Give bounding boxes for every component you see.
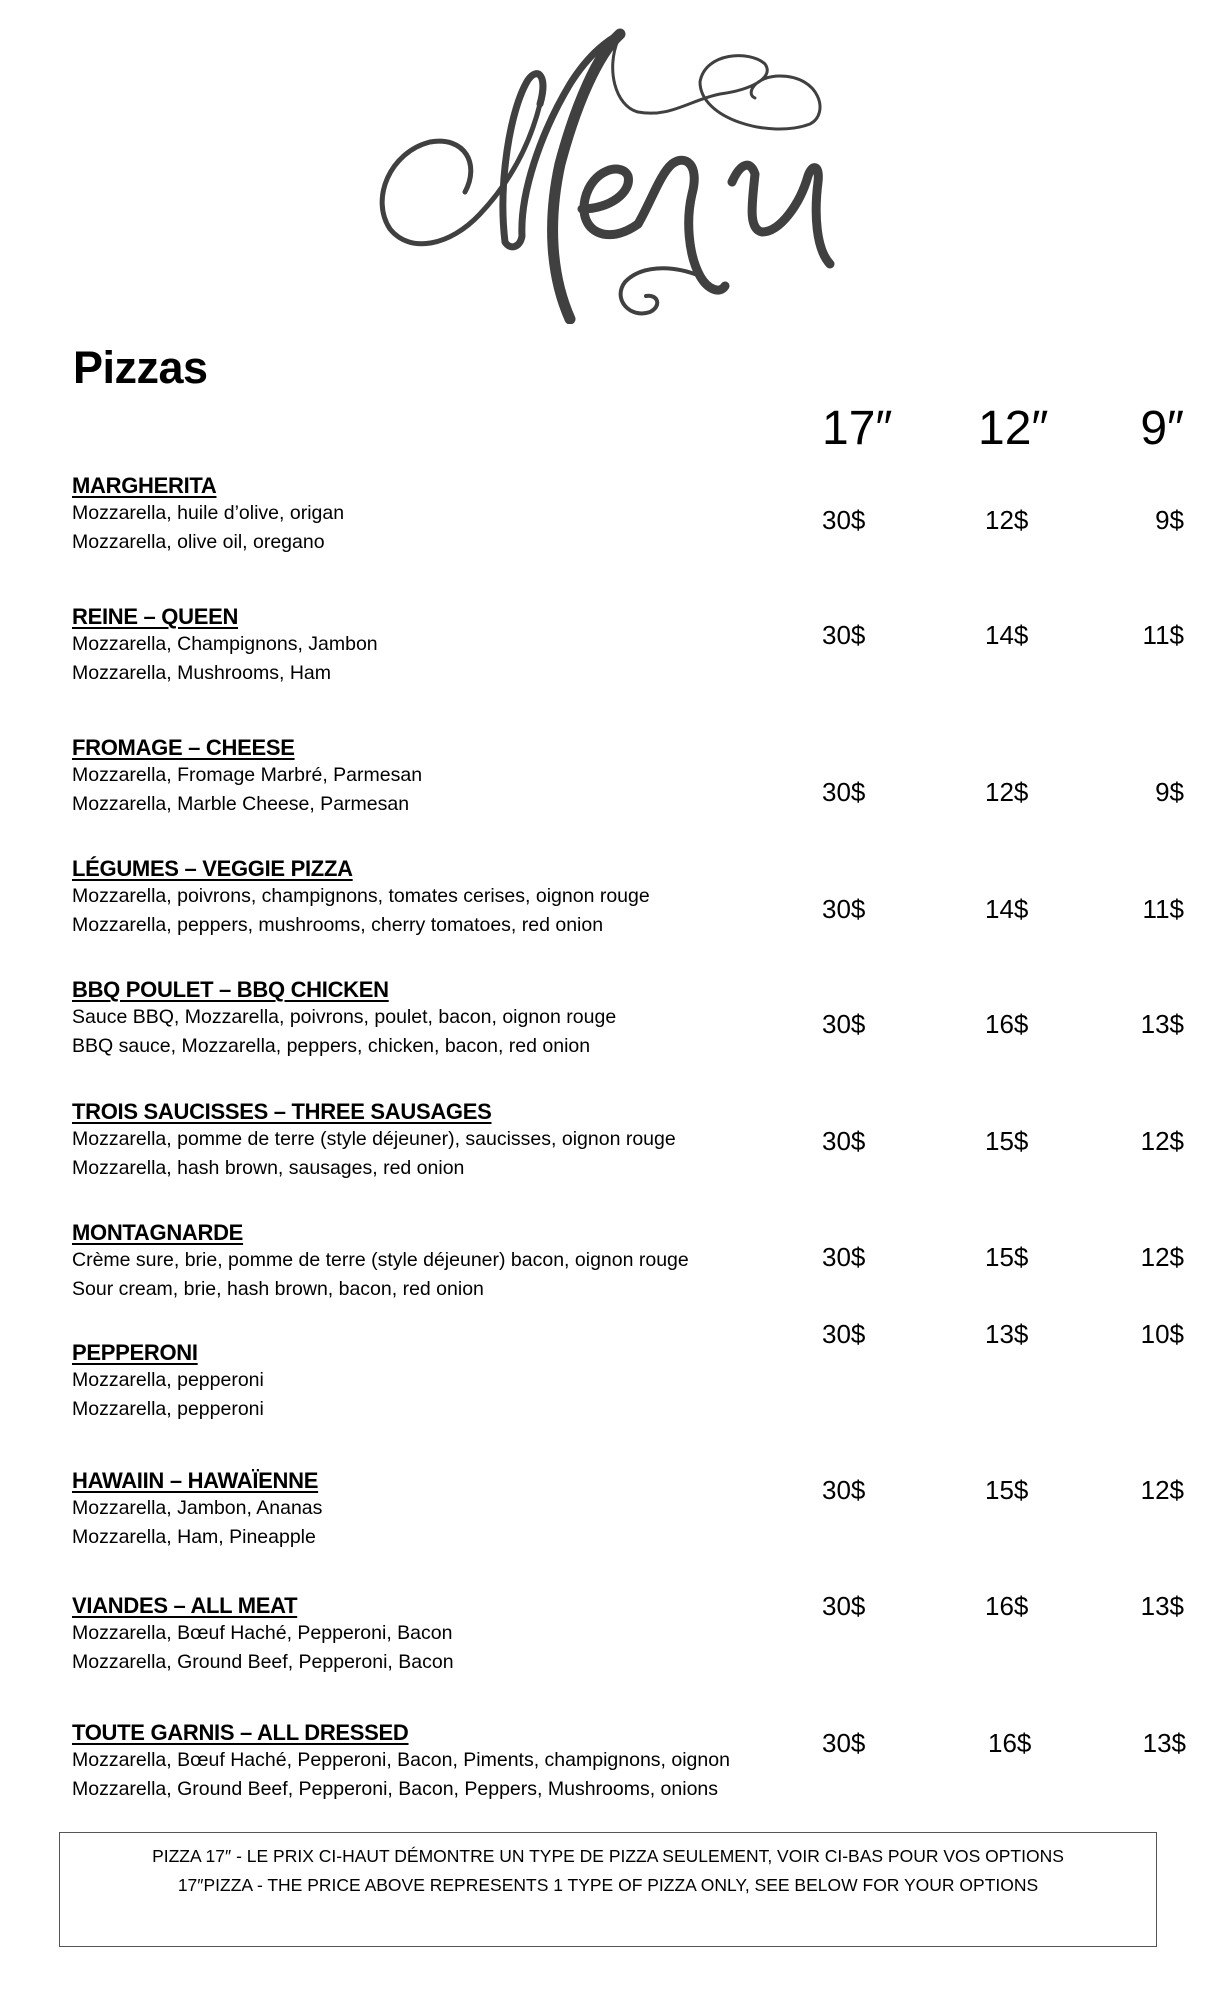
price-9: 12$	[1140, 1475, 1184, 1505]
menu-item-pepperoni	[72, 1340, 792, 1424]
item-description-fr: Mozzarella, poivrons, champignons, tomates cerises, oignon rouge	[72, 885, 650, 907]
price-17: 30$	[822, 1242, 866, 1272]
item-description-en: Mozzarella, peppers, mushrooms, cherry tomatoes, red onion	[72, 914, 604, 936]
pricing-note-en: 17″PIZZA - THE PRICE ABOVE REPRESENTS 1 TYPE OF PIZZA ONLY, SEE BELOW FOR YOUR OPTIONS	[177, 1875, 1039, 1895]
item-description-en: Sour cream, brie, hash brown, bacon, red onion	[72, 1278, 484, 1300]
item-description-fr: Mozzarella, pepperoni	[72, 1369, 264, 1391]
price-17: 30$	[822, 1319, 866, 1349]
item-name: REINE – QUEEN	[72, 604, 239, 629]
item-description-en: Mozzarella, Ham, Pineapple	[72, 1526, 316, 1548]
price-12: 12$	[985, 777, 1029, 807]
item-description-en: Mozzarella, Ground Beef, Pepperoni, Bacon	[72, 1651, 454, 1673]
section-title: Pizzas	[73, 342, 208, 393]
price-12: 15$	[985, 1475, 1029, 1505]
pricing-note-box	[59, 1832, 1157, 1947]
price-9: 9$	[1155, 505, 1184, 535]
price-17: 30$	[822, 620, 866, 650]
price-9: 13$	[1140, 1591, 1184, 1621]
item-description-fr: Crème sure, brie, pomme de terre (style déjeuner) bacon, oignon rouge	[72, 1249, 689, 1271]
price-12: 16$	[985, 1591, 1029, 1621]
item-description-fr: Mozzarella, Champignons, Jambon	[72, 633, 378, 655]
item-name: BBQ POULET – BBQ CHICKEN	[72, 977, 389, 1002]
item-name: TROIS SAUCISSES – THREE SAUSAGES	[72, 1099, 492, 1124]
item-name: HAWAIIN – HAWAÏENNE	[72, 1468, 319, 1493]
item-description-en: Mozzarella, hash brown, sausages, red onion	[72, 1157, 465, 1179]
item-description-fr: Mozzarella, pomme de terre (style déjeuner), saucisses, oignon rouge	[72, 1128, 676, 1150]
item-description-en: Mozzarella, Marble Cheese, Parmesan	[72, 793, 410, 815]
item-name: LÉGUMES – VEGGIE PIZZA	[72, 856, 353, 881]
price-17: 30$	[822, 1009, 866, 1039]
item-description-fr: Mozzarella, Fromage Marbré, Parmesan	[72, 764, 423, 786]
price-17: 30$	[822, 1126, 866, 1156]
price-12: 16$	[988, 1728, 1032, 1758]
item-description-fr: Mozzarella, huile d’olive, origan	[72, 502, 345, 524]
price-12: 12$	[985, 505, 1029, 535]
price-9: 9$	[1155, 777, 1184, 807]
price-17: 30$	[822, 777, 866, 807]
menu-item-montagnarde	[72, 1220, 792, 1304]
menu-script-logo	[370, 14, 852, 324]
price-12: 14$	[985, 620, 1029, 650]
item-name: MONTAGNARDE	[72, 1220, 244, 1245]
item-description-fr: Mozzarella, Bœuf Haché, Pepperoni, Bacon	[72, 1622, 453, 1644]
item-description-fr: Mozzarella, Bœuf Haché, Pepperoni, Bacon, Piments, champignons, oignon	[72, 1749, 730, 1771]
price-17: 30$	[822, 505, 866, 535]
item-description-en: Mozzarella, Mushrooms, Ham	[72, 662, 331, 684]
price-17: 30$	[822, 1475, 866, 1505]
item-name: TOUTE GARNIS – ALL DRESSED	[72, 1720, 409, 1745]
price-17: 30$	[822, 1728, 866, 1758]
size-header-12: 12″	[978, 402, 1049, 455]
item-description-en: Mozzarella, Ground Beef, Pepperoni, Bacon, Peppers, Mushrooms, onions	[72, 1778, 719, 1800]
item-name: MARGHERITA	[72, 473, 217, 498]
price-17: 30$	[822, 894, 866, 924]
item-description-fr: Mozzarella, Jambon, Ananas	[72, 1497, 323, 1519]
menu-item-trois-saucisses	[72, 1099, 792, 1183]
price-12: 15$	[985, 1242, 1029, 1272]
item-description-en: Mozzarella, olive oil, oregano	[72, 531, 325, 553]
price-9: 12$	[1140, 1242, 1184, 1272]
menu-item-hawaiin	[72, 1468, 792, 1552]
pricing-note-fr: PIZZA 17″ - LE PRIX CI-HAUT DÉMONTRE UN TYPE DE PIZZA SEULEMENT, VOIR CI-BAS POUR VOS OPTIONS	[152, 1846, 1064, 1866]
item-description-en: BBQ sauce, Mozzarella, peppers, chicken, bacon, red onion	[72, 1035, 591, 1057]
price-12: 16$	[985, 1009, 1029, 1039]
price-17: 30$	[822, 1591, 866, 1621]
menu-item-fromage	[72, 735, 792, 819]
price-9: 11$	[1142, 894, 1184, 924]
price-9: 11$	[1142, 620, 1184, 650]
item-name: PEPPERONI	[72, 1340, 198, 1365]
menu-item-viandes	[72, 1593, 792, 1677]
price-9: 10$	[1140, 1319, 1184, 1349]
menu-item-bbq-poulet	[72, 977, 792, 1061]
menu-item-toute-garnis	[72, 1720, 792, 1804]
price-12: 14$	[985, 894, 1029, 924]
menu-item-reine	[72, 604, 792, 688]
price-12: 13$	[985, 1319, 1029, 1349]
price-12: 15$	[985, 1126, 1029, 1156]
item-description-en: Mozzarella, pepperoni	[72, 1398, 264, 1420]
item-name: FROMAGE – CHEESE	[72, 735, 295, 760]
item-description-fr: Sauce BBQ, Mozzarella, poivrons, poulet, bacon, oignon rouge	[72, 1006, 617, 1028]
menu-item-margherita	[72, 473, 792, 557]
size-header-17: 17″	[822, 402, 893, 455]
price-9: 13$	[1140, 1009, 1184, 1039]
item-name: VIANDES – ALL MEAT	[72, 1593, 298, 1618]
size-header-9: 9″	[1140, 402, 1184, 455]
price-9: 13$	[1142, 1728, 1186, 1758]
menu-item-legumes	[72, 856, 792, 940]
price-9: 12$	[1140, 1126, 1184, 1156]
